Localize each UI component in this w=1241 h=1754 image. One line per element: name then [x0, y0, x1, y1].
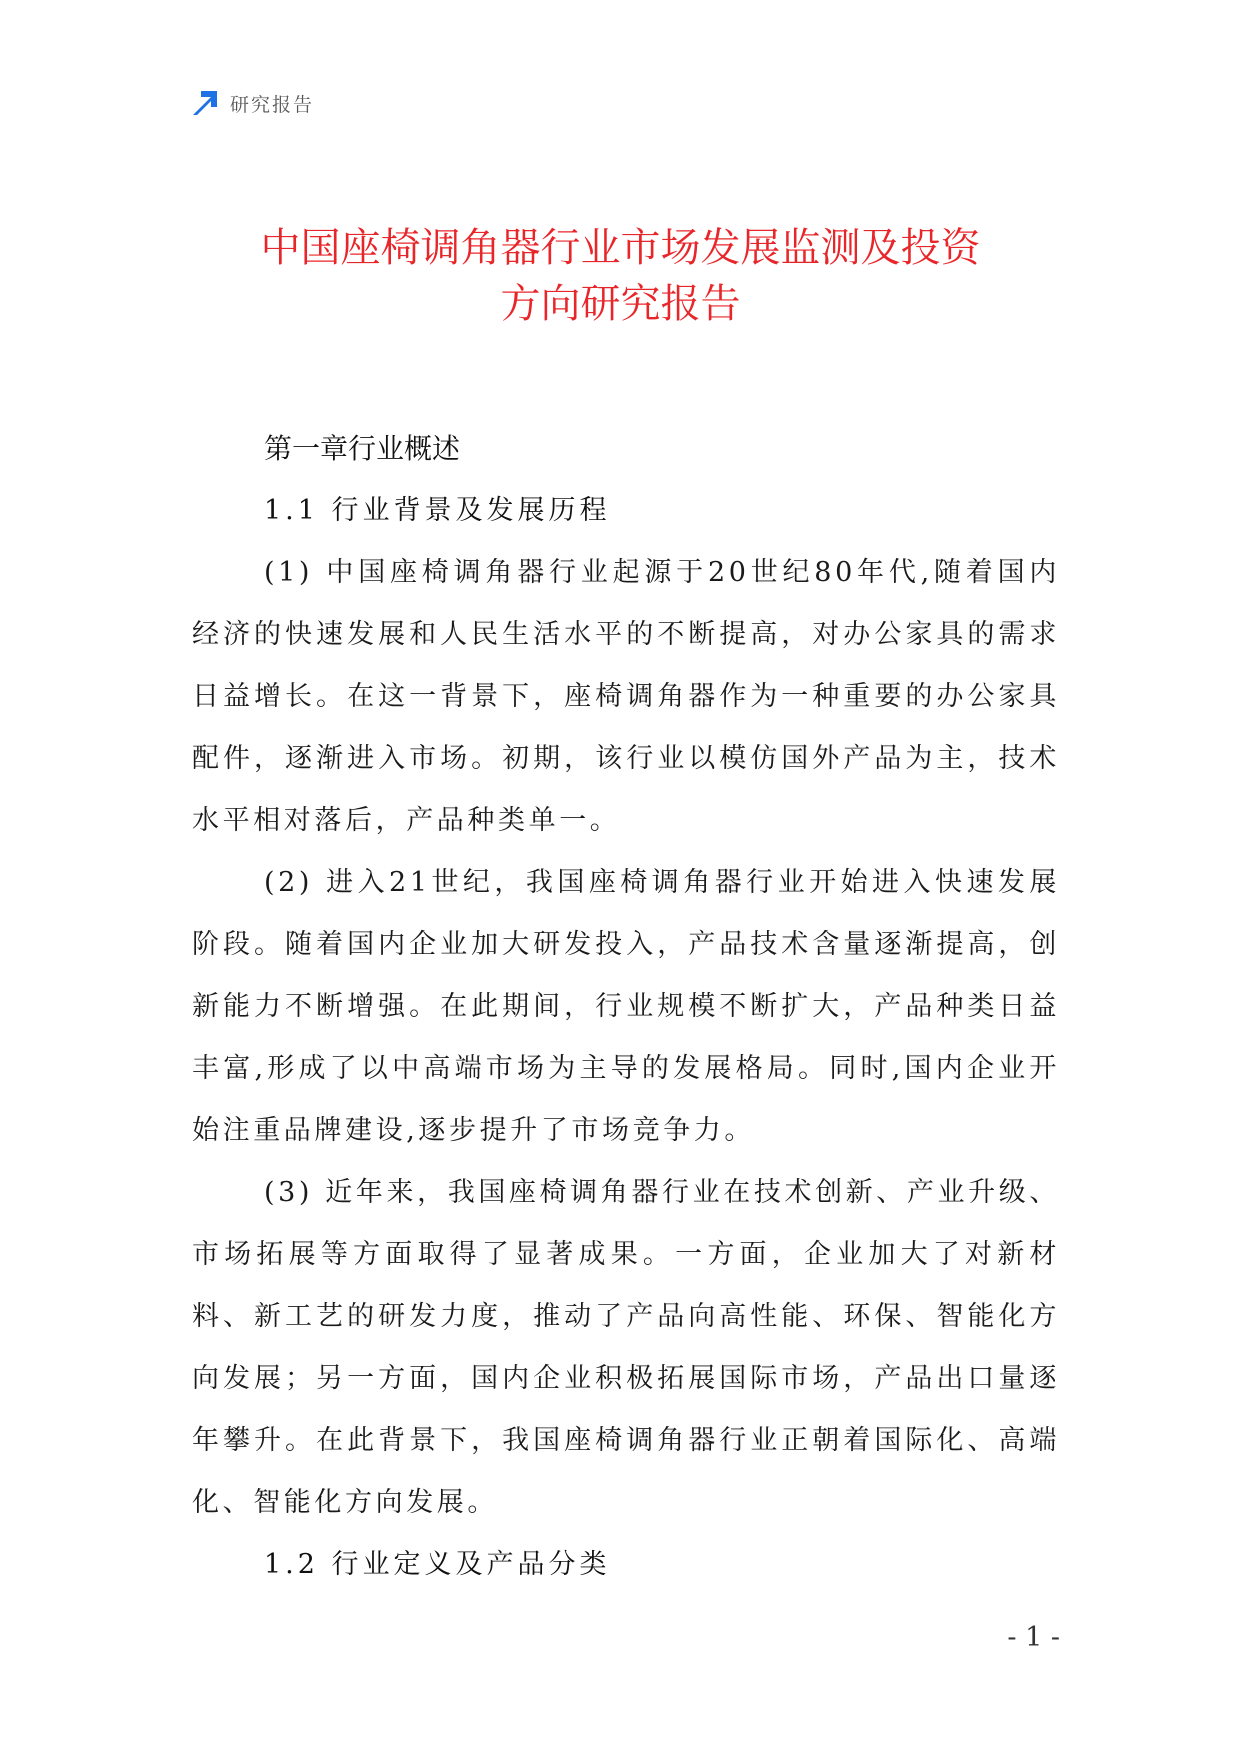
section-heading-1-2: 1.2 行业定义及产品分类 — [264, 1549, 611, 1580]
report-header — [190, 88, 314, 118]
chapter-heading: 第一章行业概述 — [264, 432, 461, 465]
title-line-1: 中国座椅调角器行业市场发展监测及投资 — [260, 225, 981, 271]
paragraph-1: (1) 中国座椅调角器行业起源于20世纪80年代,随着国内经济的快速发展和人民生活水平的不断提高，对办公家具的需求日益增长。在这一背景下，座椅调角器作为一种重要的办公家具配件，逐渐进入市场。初期，该行业以模仿国外产品为主，技术水平相对落后，产品种类单一。 — [192, 557, 1060, 836]
title-line-2: 方向研究报告 — [500, 281, 741, 327]
section-heading-1-1: 1.1 行业背景及发展历程 — [264, 495, 611, 526]
document-body — [192, 418, 1060, 1596]
page-number: - 1 - — [1007, 1622, 1060, 1653]
arrow-up-right-icon — [190, 88, 220, 118]
header-label: 研究报告 — [230, 93, 315, 116]
paragraph-2: (2) 进入21世纪，我国座椅调角器行业开始进入快速发展阶段。随着国内企业加大研发投入，产品技术含量逐渐提高，创新能力不断增强。在此期间，行业规模不断扩大，产品种类日益丰富,形成了以中高端市场为主导的发展格局。同时,国内企业开始注重品牌建设,逐步提升了市场竞争力。 — [192, 867, 1060, 1146]
paragraph-3: (3) 近年来，我国座椅调角器行业在技术创新、产业升级、市场拓展等方面取得了显著成果。一方面，企业加大了对新材料、新工艺的研发力度，推动了产品向高性能、环保、智能化方向发展；另一方面，国内企业积极拓展国际市场，产品出口量逐年攀升。在此背景下，我国座椅调角器行业正朝着国际化、高端化、智能化方向发展。 — [192, 1177, 1060, 1518]
document-title — [150, 220, 1091, 332]
